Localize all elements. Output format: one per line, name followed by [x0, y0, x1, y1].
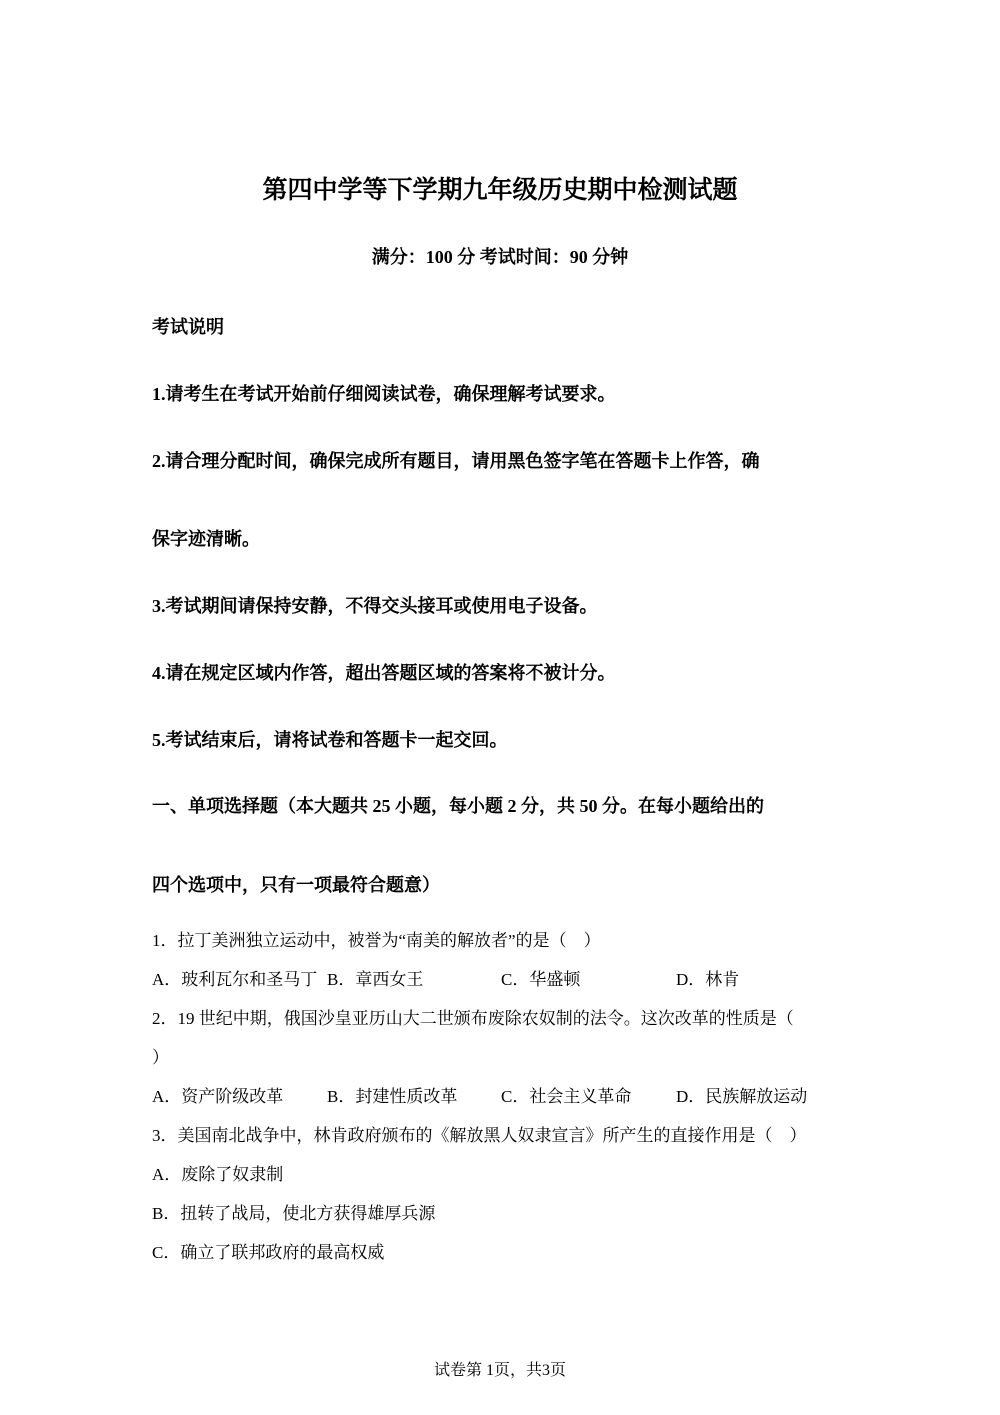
instruction-item: 1.请考生在考试开始前仔细阅读试卷，确保理解考试要求。	[152, 384, 616, 404]
instruction-item: 4.请在规定区域内作答，超出答题区域的答案将不被计分。	[152, 663, 616, 683]
section-heading: 一、单项选择题（本大题共 25 小题，每小题 2 分，共 50 分。在每小题给出的	[152, 796, 764, 816]
question-option: D．民族解放运动	[676, 1087, 808, 1106]
exam-info: 满分：100 分 考试时间：90 分钟	[371, 247, 629, 267]
section-heading: 四个选项中，只有一项最符合题意）	[152, 875, 440, 895]
instructions-heading: 考试说明	[152, 317, 224, 337]
question-option: B．章西女王	[327, 970, 424, 989]
question-stem: 3．美国南北战争中，林肯政府颁布的《解放黑人奴隶宣言》所产生的直接作用是（ ）	[152, 1126, 807, 1145]
question-option: A．资产阶级改革	[152, 1087, 284, 1106]
question-option: B．封建性质改革	[327, 1087, 458, 1106]
question-option: C．社会主义革命	[501, 1087, 632, 1106]
instruction-item: 5.考试结束后，请将试卷和答题卡一起交回。	[152, 730, 508, 750]
question-option: C．确立了联邦政府的最高权威	[152, 1243, 385, 1262]
question-option: D．林肯	[676, 970, 740, 989]
question-option: A．废除了奴隶制	[152, 1165, 284, 1184]
question-stem: 1．拉丁美洲独立运动中，被誉为“南美的解放者”的是（ ）	[152, 931, 601, 950]
instruction-item: 保字迹清晰。	[152, 529, 260, 549]
question-stem: 2．19 世纪中期，俄国沙皇亚历山大二世颁布废除农奴制的法令。这次改革的性质是（	[152, 1009, 794, 1028]
question-option: C．华盛顿	[501, 970, 581, 989]
page-footer: 试卷第 1页，共3页	[433, 1362, 566, 1379]
page-title: 第四中学等下学期九年级历史期中检测试题	[262, 177, 738, 204]
question-stem-continued: ）	[152, 1048, 169, 1067]
instruction-item: 2.请合理分配时间，确保完成所有题目，请用黑色签字笔在答题卡上作答，确	[152, 451, 760, 471]
question-option: A．玻利瓦尔和圣马丁	[152, 970, 318, 989]
question-option: B．扭转了战局，使北方获得雄厚兵源	[152, 1204, 436, 1223]
instruction-item: 3.考试期间请保持安静，不得交头接耳或使用电子设备。	[152, 596, 598, 616]
